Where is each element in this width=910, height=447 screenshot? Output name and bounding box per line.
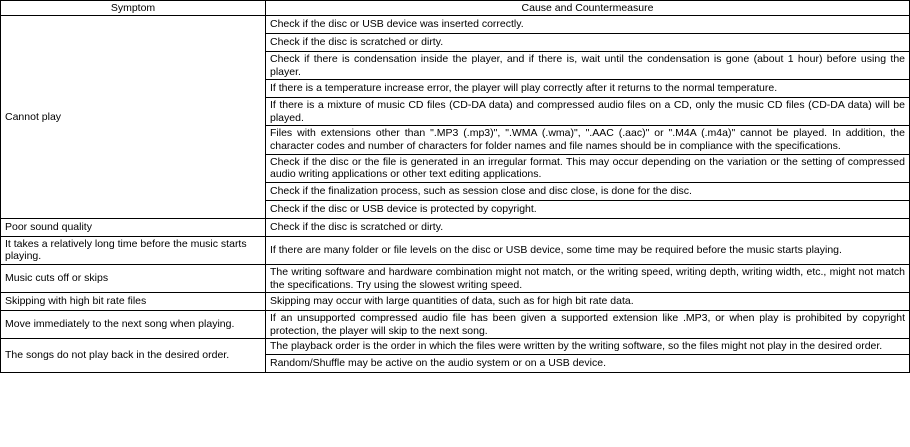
table-row (1, 339, 910, 355)
cause-cell: Files with extensions other than ".MP3 (.mp3)", ".WMA (.wma)", ".AAC (.aac)" or ".M4A (.m4a)" cannot be played. In addition, the character codes and number of characters for folder names and file names should be in compliance with the specifications. (266, 126, 910, 154)
symptom-cell: Cannot play (1, 16, 266, 219)
table-row (1, 16, 910, 34)
symptom-cell: Skipping with high bit rate files (1, 293, 266, 311)
cause-cell: If there is a temperature increase error, the player will play correctly after it returns to the normal temperature. (266, 80, 910, 98)
symptom-cell: Move immediately to the next song when playing. (1, 311, 266, 339)
cause-cell: The playback order is the order in which the files were written by the writing software, so the files might not play in the desired order. (266, 339, 910, 355)
cause-cell: If there are many folder or file levels on the disc or USB device, some time may be required before the music starts playing. (266, 236, 910, 264)
cause-cell: Check if the disc is scratched or dirty. (266, 34, 910, 52)
symptom-column-header: Symptom (1, 1, 266, 16)
table-row (1, 293, 910, 311)
cause-cell: Check if there is condensation inside the player, and if there is, wait until the condensation is gone (about 1 hour) before using the player. (266, 52, 910, 80)
cause-cell: If there is a mixture of music CD files (CD-DA data) and compressed audio files on a CD, only the music CD files (CD-DA data) will be played. (266, 98, 910, 126)
symptom-cell: It takes a relatively long time before the music starts playing. (1, 236, 266, 264)
cause-cell: Random/Shuffle may be active on the audio system or on a USB device. (266, 354, 910, 372)
cause-cell: Check if the disc or USB device was inserted correctly. (266, 16, 910, 34)
symptom-cell: The songs do not play back in the desired order. (1, 339, 266, 373)
cause-cell: Check if the finalization process, such as session close and disc close, is done for the disc. (266, 182, 910, 200)
symptom-cell: Music cuts off or skips (1, 264, 266, 292)
table-row (1, 311, 910, 339)
cause-cell: Check if the disc or USB device is protected by copyright. (266, 200, 910, 218)
table-row (1, 264, 910, 292)
header-row (1, 1, 910, 16)
symptom-cell: Poor sound quality (1, 218, 266, 236)
cause-cell: Check if the disc or the file is generated in an irregular format. This may occur depending on the variation or the setting of compressed audio writing applications or other text editing applications. (266, 154, 910, 182)
cause-cell: The writing software and hardware combination might not match, or the writing speed, writing depth, writing width, etc., might not match the specifications. Try using the slowest writing speed. (266, 264, 910, 292)
table-row (1, 218, 910, 236)
cause-column-header: Cause and Countermeasure (266, 1, 910, 16)
cause-cell: Skipping may occur with large quantities of data, such as for high bit rate data. (266, 293, 910, 311)
cause-cell: Check if the disc is scratched or dirty. (266, 218, 910, 236)
cause-cell: If an unsupported compressed audio file has been given a supported extension like .MP3, or when play is prohibited by copyright protection, the player will skip to the next song. (266, 311, 910, 339)
table-row (1, 236, 910, 264)
